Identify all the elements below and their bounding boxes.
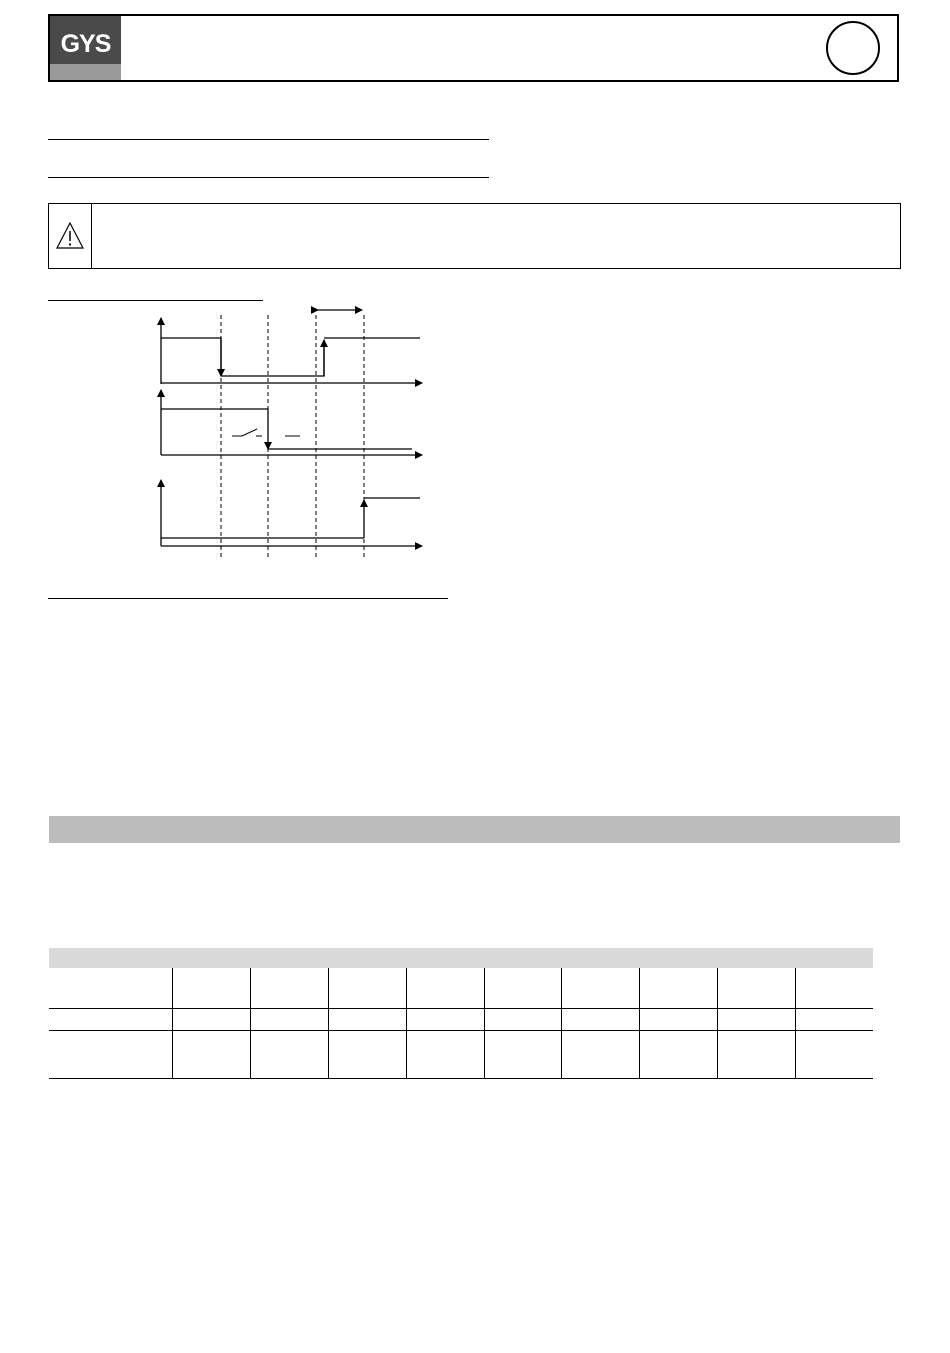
section-heading-band (49, 816, 900, 843)
table-col-line (250, 968, 251, 1079)
table-col-line (406, 968, 407, 1079)
logo-text: GYS (60, 30, 111, 58)
table-col-line (639, 968, 640, 1079)
table-col-line (717, 968, 718, 1079)
table-col-line (172, 968, 173, 1079)
table-col-line (561, 968, 562, 1079)
table-col-line (484, 968, 485, 1079)
switch-contact-icon (232, 429, 300, 436)
timing-diagram (0, 0, 950, 600)
table-col-line (328, 968, 329, 1079)
table-header-band (49, 948, 873, 968)
signal-3 (161, 480, 422, 546)
section-underline (48, 598, 448, 599)
signal-1 (161, 318, 422, 384)
table-col-line (795, 968, 796, 1079)
signal-2 (161, 390, 422, 455)
